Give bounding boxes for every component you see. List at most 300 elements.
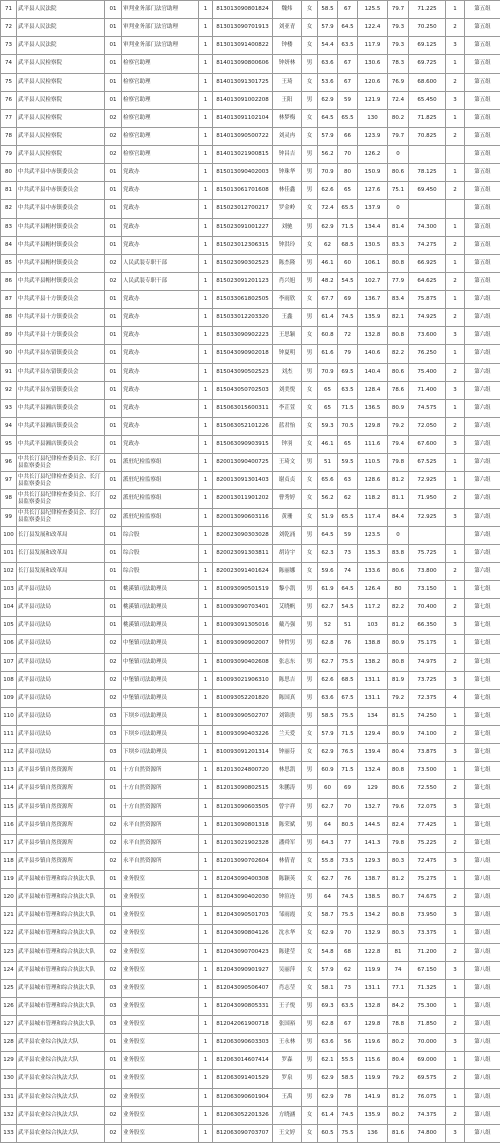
rank-cell: 2: [446, 889, 465, 907]
ticket-number-cell: 812043090402030: [213, 889, 273, 907]
interview-group-cell: 第五组: [465, 55, 500, 73]
candidate-name-cell: 陈思吉: [273, 671, 302, 689]
recruit-count-cell: 1: [199, 490, 213, 508]
table-row: [1, 1088, 500, 1106]
written-score-1-cell: 61.4: [318, 309, 338, 327]
written-total-cell: 140.6: [358, 345, 388, 363]
interview-score-cell: 82.4: [388, 816, 409, 834]
position-code-cell: 02: [105, 508, 122, 526]
rank-cell: 1: [446, 109, 465, 127]
ticket-number-cell: 820023091401624: [213, 562, 273, 580]
position-name-cell: 业务股室: [122, 1034, 199, 1052]
overall-score-cell: 75.275: [409, 871, 446, 889]
overall-score-cell: 74.800: [409, 1124, 446, 1142]
position-code-cell: 02: [105, 834, 122, 852]
row-number-cell: 127: [1, 1016, 17, 1034]
written-score-1-cell: 54.8: [318, 943, 338, 961]
written-score-1-cell: 48.2: [318, 272, 338, 290]
interview-group-cell: 第八组: [465, 1034, 500, 1052]
written-score-1-cell: 62.8: [318, 635, 338, 653]
row-number-cell: 117: [1, 834, 17, 852]
recruiting-unit-cell: 中共武平县十方镇委员会: [17, 291, 105, 309]
recruit-count-cell: 1: [199, 526, 213, 544]
gender-cell: 女: [302, 327, 318, 345]
recruit-count-cell: 1: [199, 182, 213, 200]
table-row: [1, 363, 500, 381]
recruit-count-cell: 1: [199, 635, 213, 653]
recruit-count-cell: 1: [199, 73, 213, 91]
written-score-2-cell: 70: [338, 146, 358, 164]
written-score-1-cell: 56.2: [318, 146, 338, 164]
table-row: [1, 581, 500, 599]
position-name-cell: 党政办: [122, 417, 199, 435]
gender-cell: 女: [302, 852, 318, 870]
table-row: [1, 744, 500, 762]
table-row: [1, 871, 500, 889]
recruit-count-cell: 1: [199, 943, 213, 961]
table-row: [1, 200, 500, 218]
gender-cell: 女: [302, 943, 318, 961]
recruit-count-cell: 1: [199, 780, 213, 798]
row-number-cell: 121: [1, 907, 17, 925]
recruiting-unit-cell: 中共武平县湘店镇委员会: [17, 417, 105, 435]
rank-cell: 3: [446, 381, 465, 399]
written-total-cell: 115.6: [358, 1052, 388, 1070]
interview-score-cell: 80.6: [388, 780, 409, 798]
recruiting-unit-cell: 武平县农业综合执法大队: [17, 1052, 105, 1070]
recruiting-unit-cell: 武平县人民检察院: [17, 55, 105, 73]
rank-cell: 2: [446, 490, 465, 508]
interview-score-cell: 79.8: [388, 834, 409, 852]
recruiting-unit-cell: 武平县乡镇自然资源所: [17, 816, 105, 834]
written-score-1-cell: 70.9: [318, 363, 338, 381]
interview-score-cell: 82.1: [388, 309, 409, 327]
rank-cell: 1: [446, 472, 465, 490]
position-code-cell: 02: [105, 127, 122, 145]
gender-cell: 男: [302, 1016, 318, 1034]
table-row: [1, 164, 500, 182]
ticket-number-cell: 815023090302523: [213, 254, 273, 272]
position-code-cell: 01: [105, 345, 122, 363]
written-total-cell: 129.8: [358, 417, 388, 435]
row-number-cell: 81: [1, 182, 17, 200]
ticket-number-cell: 810093091305016: [213, 617, 273, 635]
overall-score-cell: 67.150: [409, 961, 446, 979]
position-name-cell: 业务股室: [122, 1070, 199, 1088]
candidate-name-cell: 方晓涵: [273, 1106, 302, 1124]
position-code-cell: 03: [105, 726, 122, 744]
ticket-number-cell: 812063091401529: [213, 1070, 273, 1088]
rank-cell: 1: [446, 399, 465, 417]
interview-score-cell: 84.2: [388, 997, 409, 1015]
ticket-number-cell: 812013090801318: [213, 816, 273, 834]
interview-score-cell: 79.3: [388, 37, 409, 55]
interview-score-cell: 81.9: [388, 671, 409, 689]
position-code-cell: 01: [105, 544, 122, 562]
overall-score-cell: 67.600: [409, 436, 446, 454]
row-number-cell: 119: [1, 871, 17, 889]
interview-group-cell: 第八组: [465, 961, 500, 979]
overall-score-cell: 72.075: [409, 798, 446, 816]
gender-cell: 男: [302, 182, 318, 200]
written-score-1-cell: 72.4: [318, 200, 338, 218]
position-name-cell: 党政办: [122, 381, 199, 399]
recruit-count-cell: 1: [199, 961, 213, 979]
written-score-1-cell: 64.5: [318, 109, 338, 127]
overall-score-cell: 72.375: [409, 689, 446, 707]
written-score-1-cell: 57.9: [318, 726, 338, 744]
interview-group-cell: 第五组: [465, 127, 500, 145]
overall-score-cell: 75.875: [409, 291, 446, 309]
position-code-cell: 01: [105, 889, 122, 907]
gender-cell: 男: [302, 309, 318, 327]
interview-group-cell: 第七组: [465, 726, 500, 744]
written-score-1-cell: 63.6: [318, 689, 338, 707]
interview-score-cell: 80.9: [388, 635, 409, 653]
ticket-number-cell: 815023012700217: [213, 200, 273, 218]
recruit-count-cell: 1: [199, 1052, 213, 1070]
overall-score-cell: 76.075: [409, 1088, 446, 1106]
written-total-cell: 141.3: [358, 834, 388, 852]
recruiting-unit-cell: 中共武平县十方镇委员会: [17, 327, 105, 345]
candidate-name-cell: 林梦梅: [273, 109, 302, 127]
gender-cell: 男: [302, 55, 318, 73]
gender-cell: 男: [302, 834, 318, 852]
interview-group-cell: 第五组: [465, 272, 500, 290]
recruiting-unit-cell: 中共武平县中赤镇委员会: [17, 164, 105, 182]
ticket-number-cell: 812043090805331: [213, 997, 273, 1015]
written-total-cell: 134.4: [358, 218, 388, 236]
position-code-cell: 01: [105, 436, 122, 454]
position-name-cell: 下坝乡司法助理员: [122, 707, 199, 725]
ticket-number-cell: 814013090500722: [213, 127, 273, 145]
rank-cell: 3: [446, 852, 465, 870]
position-name-cell: 综合股: [122, 562, 199, 580]
row-number-cell: 101: [1, 544, 17, 562]
interview-group-cell: 第六组: [465, 562, 500, 580]
table-row: [1, 254, 500, 272]
row-number-cell: 115: [1, 798, 17, 816]
rank-cell: 2: [446, 780, 465, 798]
written-score-1-cell: 54.4: [318, 37, 338, 55]
gender-cell: 女: [302, 472, 318, 490]
overall-score-cell: 75.225: [409, 834, 446, 852]
position-code-cell: 01: [105, 73, 122, 91]
position-name-cell: 审判业务部门法官助理: [122, 37, 199, 55]
written-score-2-cell: 56: [338, 1034, 358, 1052]
position-name-cell: 业务股室: [122, 979, 199, 997]
position-name-cell: 审判业务部门法官助理: [122, 1, 199, 19]
position-code-cell: 01: [105, 91, 122, 109]
written-score-2-cell: 59.5: [338, 454, 358, 472]
table-row: [1, 997, 500, 1015]
written-total-cell: 106.1: [358, 254, 388, 272]
rank-cell: 1: [446, 291, 465, 309]
interview-group-cell: 第五组: [465, 182, 500, 200]
overall-score-cell: 67.525: [409, 454, 446, 472]
position-name-cell: 业务股室: [122, 889, 199, 907]
table-row: [1, 526, 500, 544]
ticket-number-cell: 815033012203320: [213, 309, 273, 327]
overall-score-cell: 69.725: [409, 55, 446, 73]
recruit-count-cell: 1: [199, 91, 213, 109]
recruit-count-cell: 1: [199, 1034, 213, 1052]
interview-group-cell: 第六组: [465, 399, 500, 417]
written-score-2-cell: 64.5: [338, 581, 358, 599]
table-row: [1, 635, 500, 653]
recruiting-unit-cell: 武平县乡镇自然资源所: [17, 834, 105, 852]
table-row: [1, 127, 500, 145]
table-row: [1, 454, 500, 472]
written-score-1-cell: 60.9: [318, 762, 338, 780]
written-total-cell: 130: [358, 109, 388, 127]
table-row: [1, 925, 500, 943]
rank-cell: 2: [446, 1106, 465, 1124]
table-row: [1, 1034, 500, 1052]
overall-score-cell: 76.250: [409, 345, 446, 363]
written-total-cell: 129.4: [358, 726, 388, 744]
row-number-cell: 108: [1, 671, 17, 689]
interview-group-cell: 第六组: [465, 417, 500, 435]
recruiting-unit-cell: 武平县司法局: [17, 726, 105, 744]
written-total-cell: 134: [358, 707, 388, 725]
written-score-2-cell: 63.5: [338, 381, 358, 399]
interview-score-cell: 80.6: [388, 363, 409, 381]
table-row: [1, 544, 500, 562]
overall-score-cell: 73.725: [409, 671, 446, 689]
gender-cell: 女: [302, 127, 318, 145]
ticket-number-cell: 814013090800606: [213, 55, 273, 73]
rank-cell: 1: [446, 979, 465, 997]
ticket-number-cell: 810093090403226: [213, 726, 273, 744]
ticket-number-cell: 812043090804126: [213, 925, 273, 943]
candidate-name-cell: 钟哲男: [273, 635, 302, 653]
position-code-cell: 02: [105, 272, 122, 290]
candidate-name-cell: 沈水华: [273, 925, 302, 943]
overall-score-cell: 71.850: [409, 1016, 446, 1034]
recruit-count-cell: 1: [199, 363, 213, 381]
row-number-cell: 112: [1, 744, 17, 762]
rank-cell: 2: [446, 127, 465, 145]
rank-cell: 1: [446, 707, 465, 725]
gender-cell: 男: [302, 164, 318, 182]
rank-cell: 3: [446, 961, 465, 979]
recruit-count-cell: 1: [199, 272, 213, 290]
position-code-cell: 03: [105, 1016, 122, 1034]
row-number-cell: 94: [1, 417, 17, 435]
position-code-cell: 01: [105, 164, 122, 182]
rank-cell: 1: [446, 218, 465, 236]
overall-score-cell: [409, 526, 446, 544]
position-code-cell: 01: [105, 798, 122, 816]
position-code-cell: 01: [105, 236, 122, 254]
candidate-name-cell: 肖兴旭: [273, 272, 302, 290]
recruiting-unit-cell: 武平县人民检察院: [17, 146, 105, 164]
candidate-name-cell: 王琦: [273, 73, 302, 91]
written-score-1-cell: 51: [318, 454, 338, 472]
written-score-1-cell: 62.9: [318, 1070, 338, 1088]
overall-score-cell: 73.800: [409, 562, 446, 580]
written-score-2-cell: 55.5: [338, 1052, 358, 1070]
ticket-number-cell: 812063090601904: [213, 1088, 273, 1106]
rank-cell: 2: [446, 1016, 465, 1034]
overall-score-cell: 75.300: [409, 997, 446, 1015]
position-code-cell: 01: [105, 363, 122, 381]
position-code-cell: 01: [105, 599, 122, 617]
interview-group-cell: 第七组: [465, 744, 500, 762]
rank-cell: 3: [446, 744, 465, 762]
rank-cell: 3: [446, 91, 465, 109]
recruit-count-cell: 1: [199, 1106, 213, 1124]
interview-score-cell: 0: [388, 526, 409, 544]
position-name-cell: 永平自然资源所: [122, 852, 199, 870]
recruit-count-cell: 1: [199, 617, 213, 635]
ticket-number-cell: 815023091201123: [213, 272, 273, 290]
recruiting-unit-cell: 中共武平县东留镇委员会: [17, 363, 105, 381]
recruiting-unit-cell: 中共武平县东留镇委员会: [17, 381, 105, 399]
row-number-cell: 105: [1, 617, 17, 635]
overall-score-cell: 71.825: [409, 109, 446, 127]
ticket-number-cell: 815063090903915: [213, 436, 273, 454]
interview-group-cell: 第七组: [465, 653, 500, 671]
position-name-cell: 业务股室: [122, 1106, 199, 1124]
written-score-1-cell: 62.7: [318, 871, 338, 889]
position-code-cell: 02: [105, 689, 122, 707]
candidate-name-cell: 魏炜: [273, 1, 302, 19]
recruiting-unit-cell: 武平县司法局: [17, 671, 105, 689]
recruit-count-cell: 1: [199, 1, 213, 19]
interview-score-cell: 79.4: [388, 436, 409, 454]
recruiting-unit-cell: 武平县城市管理和综合执法大队: [17, 997, 105, 1015]
ticket-number-cell: 820013090603116: [213, 508, 273, 526]
interview-score-cell: 81: [388, 943, 409, 961]
interview-group-cell: 第六组: [465, 291, 500, 309]
candidate-name-cell: 朱鹏涛: [273, 780, 302, 798]
ticket-number-cell: 812013090603505: [213, 798, 273, 816]
position-code-cell: 02: [105, 852, 122, 870]
position-name-cell: 业务股室: [122, 925, 199, 943]
ticket-number-cell: 815013090402003: [213, 164, 273, 182]
position-code-cell: 01: [105, 417, 122, 435]
written-score-1-cell: 62.8: [318, 1016, 338, 1034]
written-score-1-cell: 61.9: [318, 581, 338, 599]
recruiting-unit-cell: 武平县乡镇自然资源所: [17, 852, 105, 870]
interview-group-cell: 第六组: [465, 363, 500, 381]
overall-score-cell: 74.300: [409, 218, 446, 236]
interview-group-cell: 第八组: [465, 979, 500, 997]
recruit-count-cell: 1: [199, 345, 213, 363]
written-total-cell: 138.5: [358, 889, 388, 907]
rank-cell: 3: [446, 436, 465, 454]
written-score-2-cell: 79: [338, 345, 358, 363]
written-score-2-cell: 74.5: [338, 889, 358, 907]
row-number-cell: 82: [1, 200, 17, 218]
recruit-count-cell: 1: [199, 55, 213, 73]
interview-group-cell: 第六组: [465, 508, 500, 526]
written-score-2-cell: 70.5: [338, 417, 358, 435]
candidate-name-cell: 林佳鑫: [273, 182, 302, 200]
gender-cell: 女: [302, 19, 318, 37]
recruiting-unit-cell: 武平县司法局: [17, 635, 105, 653]
candidate-name-cell: 李芷萱: [273, 399, 302, 417]
candidate-name-cell: 刘亚青: [273, 19, 302, 37]
written-score-1-cell: 62.9: [318, 1088, 338, 1106]
rank-cell: 2: [446, 363, 465, 381]
table-row: [1, 236, 500, 254]
gender-cell: 女: [302, 979, 318, 997]
row-number-cell: 71: [1, 1, 17, 19]
written-score-1-cell: 51.9: [318, 508, 338, 526]
position-name-cell: 十方自然资源所: [122, 798, 199, 816]
ticket-number-cell: 810093091201314: [213, 744, 273, 762]
gender-cell: 男: [302, 689, 318, 707]
table-row: [1, 55, 500, 73]
interview-score-cell: 81.2: [388, 871, 409, 889]
written-score-1-cell: 62.7: [318, 798, 338, 816]
written-total-cell: 135.9: [358, 1106, 388, 1124]
interview-group-cell: 第八组: [465, 852, 500, 870]
written-total-cell: 126.2: [358, 146, 388, 164]
row-number-cell: 78: [1, 127, 17, 145]
written-total-cell: 137.9: [358, 200, 388, 218]
written-score-1-cell: 63.6: [318, 1034, 338, 1052]
gender-cell: 女: [302, 726, 318, 744]
table-row: [1, 1070, 500, 1088]
ticket-number-cell: 820013011901202: [213, 490, 273, 508]
written-score-2-cell: 65.5: [338, 200, 358, 218]
table-row: [1, 490, 500, 508]
interview-score-cell: 79.7: [388, 1, 409, 19]
table-row: [1, 1, 500, 19]
overall-score-cell: 64.625: [409, 272, 446, 290]
interview-group-cell: 第七组: [465, 599, 500, 617]
rank-cell: 2: [446, 182, 465, 200]
written-score-1-cell: 65: [318, 381, 338, 399]
written-total-cell: 132.8: [358, 997, 388, 1015]
position-name-cell: 派驻纪检监察组: [122, 472, 199, 490]
gender-cell: 男: [302, 91, 318, 109]
row-number-cell: 132: [1, 1106, 17, 1124]
row-number-cell: 110: [1, 707, 17, 725]
rank-cell: 3: [446, 1124, 465, 1142]
written-total-cell: 119.9: [358, 1070, 388, 1088]
interview-group-cell: 第七组: [465, 707, 500, 725]
candidate-name-cell: 钟妍林: [273, 55, 302, 73]
written-score-2-cell: 75.5: [338, 707, 358, 725]
written-total-cell: 122.4: [358, 19, 388, 37]
recruit-count-cell: 1: [199, 907, 213, 925]
ticket-number-cell: 812042061900718: [213, 1016, 273, 1034]
interview-group-cell: 第六组: [465, 472, 500, 490]
position-code-cell: 01: [105, 381, 122, 399]
recruiting-unit-cell: 武平县城市管理和综合执法大队: [17, 961, 105, 979]
position-name-cell: 党政办: [122, 236, 199, 254]
interview-group-cell: 第五组: [465, 164, 500, 182]
interview-score-cell: 84.4: [388, 508, 409, 526]
recruit-count-cell: 1: [199, 454, 213, 472]
position-name-cell: 十方自然资源所: [122, 762, 199, 780]
gender-cell: 女: [302, 1124, 318, 1142]
candidate-name-cell: 吴丽萍: [273, 961, 302, 979]
position-name-cell: 党政办: [122, 200, 199, 218]
table-row: [1, 798, 500, 816]
recruit-count-cell: 1: [199, 218, 213, 236]
position-name-cell: 检察官助理: [122, 91, 199, 109]
row-number-cell: 88: [1, 309, 17, 327]
row-number-cell: 75: [1, 73, 17, 91]
written-score-2-cell: 74.5: [338, 1106, 358, 1124]
gender-cell: 女: [302, 562, 318, 580]
